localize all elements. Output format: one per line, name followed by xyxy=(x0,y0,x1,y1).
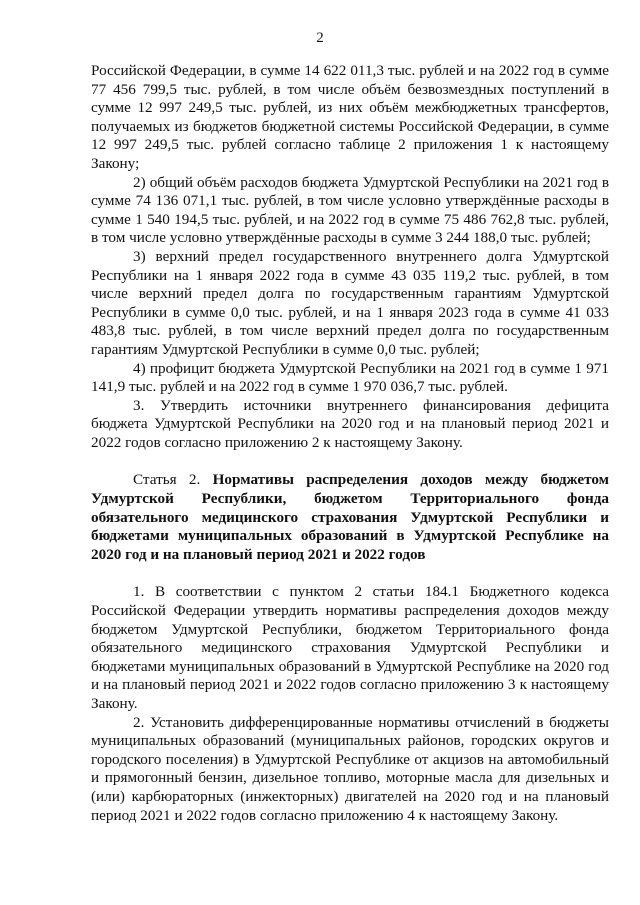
article-clause-2: 2. Установить дифференцированные нормативы отчислений в бюджеты муниципальных образований (муниципальных районов, городских округов и городского поселения) в Удмуртской Республике от акцизов на автомобильный и прямогонный бензин, дизельное топливо, моторные масла для дизельных и (или) карбюраторных (инжекторных) двигателей на 2020 год и на плановый период 2021 и 2022 годов согласно приложению 4 к настоящему Закону. xyxy=(91,713,609,824)
document-body xyxy=(91,62,609,825)
paragraph-item-4: 4) профицит бюджета Удмуртской Республики на 2021 год в сумме 1 971 141,9 тыс. рублей и на 2022 год в сумме 1 970 036,7 тыс. рублей. xyxy=(91,359,609,396)
paragraph-item-2: 2) общий объём расходов бюджета Удмуртской Республики на 2021 год в сумме 74 136 071,1 тыс. рублей, в том числе условно утверждённые расходы в сумме 1 540 194,5 тыс. рублей, и на 2022 год в сумме 75 486 762,8 тыс. рублей, в том числе условно утверждённые расходы в сумме 3 244 188,0 тыс. рублей; xyxy=(91,173,609,247)
article-heading xyxy=(91,471,609,564)
paragraph-continuation: Российской Федерации, в сумме 14 622 011,3 тыс. рублей и на 2022 год в сумме 77 456 799,5 тыс. рублей, в том числе объём безвозмездных поступлений в сумме 12 997 249,5 тыс. рублей, из них объём межбюджетных трансфертов, получаемых из бюджетов бюджетной системы Российской Федерации, в сумме 12 997 249,5 тыс. рублей согласно таблице 2 приложения 1 к настоящему Закону; xyxy=(91,62,609,172)
paragraph-item-3: 3) верхний предел государственного внутреннего долга Удмуртской Республики на 1 января 2022 года в сумме 43 035 119,2 тыс. рублей, в том числе верхний предел долга по государственным гарантиям Удмуртской Республики в сумме 0,0 тыс. рублей, и на 1 января 2023 года в сумме 41 033 483,8 тыс. рублей, в том числе верхний предел долга по государственным гарантиям Удмуртской Республики в сумме 0,0 тыс. рублей; xyxy=(91,247,609,358)
article-label: Статья 2. xyxy=(133,471,201,489)
article-clause-1: 1. В соответствии с пунктом 2 статьи 184.1 Бюджетного кодекса Российской Федерации утвердить нормативы распределения доходов между бюджетом Удмуртской Республики, бюджетом Территориального фонда обязательного медицинского страхования Удмуртской Республики и бюджетами муниципальных образований в Удмуртской Республике на 2020 год и на плановый период 2021 и 2022 годов согласно приложению 3 к настоящему Закону. xyxy=(91,583,609,712)
paragraph-clause-3: 3. Утвердить источники внутреннего финансирования дефицита бюджета Удмуртской Республики на 2020 год и на плановый период 2021 и 2022 годов согласно приложению 2 к настоящему Закону. xyxy=(91,396,609,451)
article-title: Нормативы распределения доходов между бюджетом Удмуртской Республики, бюджетом Территориального фонда обязательного медицинского страхования Удмуртской Республики и бюджетами муниципальных образований в Удмуртской Республике на 2020 год и на плановый период 2021 и 2022 годов xyxy=(91,471,610,563)
page-number: 2 xyxy=(316,30,324,46)
